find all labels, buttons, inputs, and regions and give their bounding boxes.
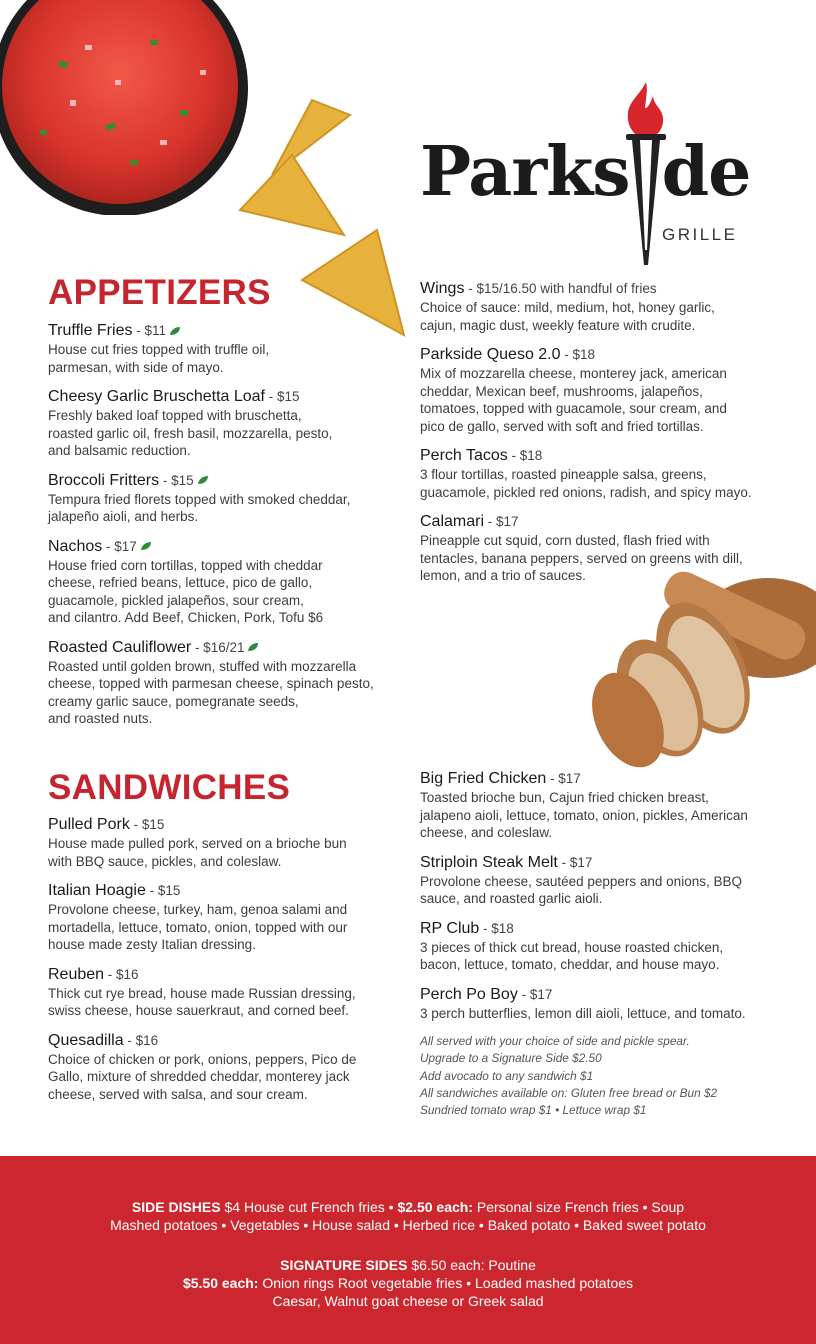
note-line: All sandwiches available on: Gluten free bread or Bun $2 bbox=[420, 1085, 718, 1100]
menu-item-header bbox=[48, 537, 408, 557]
description-line: and roasted nuts. bbox=[48, 711, 153, 726]
menu-item-price: - $17 bbox=[546, 771, 581, 786]
description-line: cheese, and coleslaw. bbox=[420, 825, 553, 840]
menu-item-description bbox=[48, 901, 408, 954]
description-line: House cut fries topped with truffle oil, bbox=[48, 342, 270, 357]
salsa-bowl-image bbox=[0, 0, 260, 215]
menu-item-description bbox=[48, 407, 408, 460]
menu-item-description bbox=[48, 491, 408, 526]
menu-item-description bbox=[48, 658, 408, 728]
description-line: House fried corn tortillas, topped with cheddar bbox=[48, 557, 323, 573]
description-line: 3 flour tortillas, roasted pineapple salsa, greens, bbox=[420, 467, 707, 482]
description-line: Choice of chicken or pork, onions, peppers, Pico de bbox=[48, 1051, 357, 1067]
menu-item-description bbox=[48, 341, 408, 376]
description-line: guacamole, pickled red onions, radish, and spicy mayo. bbox=[420, 484, 752, 500]
appetizers-heading: APPETIZERS bbox=[48, 273, 271, 312]
menu-item-header bbox=[48, 638, 408, 658]
menu-item-header bbox=[48, 881, 408, 901]
description-line: jalapeño aioli, and herbs. bbox=[48, 509, 199, 524]
description-line: and balsamic reduction. bbox=[48, 443, 191, 458]
menu-item-name: Broccoli Fritters bbox=[48, 471, 160, 489]
menu-item-price: - $17 bbox=[102, 538, 137, 554]
menu-item-name: Italian Hoagie bbox=[48, 882, 146, 899]
menu-item-price: - $18 bbox=[507, 448, 543, 463]
menu-item bbox=[48, 321, 408, 376]
menu-item-header bbox=[48, 965, 408, 985]
menu-item-name: Nachos bbox=[48, 537, 103, 555]
menu-item-name: Truffle Fries bbox=[48, 322, 133, 339]
description-line: creamy garlic sauce, pomegranate seeds, bbox=[48, 693, 299, 709]
menu-item-header bbox=[420, 919, 800, 939]
menu-item-header bbox=[420, 446, 790, 466]
menu-item bbox=[420, 919, 800, 974]
menu-item-description bbox=[48, 1051, 408, 1104]
note-line: All served with your choice of side and pickle spear. bbox=[420, 1034, 690, 1048]
menu-item bbox=[420, 512, 790, 585]
menu-item-header bbox=[48, 1031, 408, 1051]
menu-item-name: Perch Po Boy bbox=[420, 985, 518, 1003]
menu-item-header bbox=[420, 512, 790, 532]
description-line: Freshly baked loaf topped with bruschetta, bbox=[48, 408, 302, 423]
side-dishes-line-1: SIDE DISHES $4 House cut French fries • $2.50 each: Personal size French fries • Soup bbox=[131, 1199, 685, 1215]
description-line: swiss cheese, house sauerkraut, and corned beef. bbox=[48, 1003, 349, 1018]
description-line: cheese, refried beans, lettuce, pico de gallo, bbox=[48, 575, 313, 590]
menu-item-price: - $16 bbox=[104, 966, 139, 982]
menu-item-name: Calamari bbox=[420, 513, 485, 530]
sandwiches-heading: SANDWICHES bbox=[48, 768, 291, 807]
description-line: tentacles, banana peppers, served on greens with dill, bbox=[420, 550, 743, 566]
menu-item-description bbox=[48, 985, 408, 1020]
description-line: 3 pieces of thick cut bread, house roasted chicken, bbox=[420, 939, 724, 955]
menu-item bbox=[48, 471, 408, 526]
description-line: tomatoes, topped with guacamole, sour cream, and bbox=[420, 401, 727, 416]
menu-item-header bbox=[48, 815, 408, 835]
menu-item-header bbox=[420, 853, 800, 873]
description-line: cheddar, Mexican beef, mushrooms, jalapeños, bbox=[420, 383, 703, 399]
note-line: Add avocado to any sandwich $1 bbox=[420, 1068, 594, 1083]
menu-item-price: - $18 bbox=[479, 920, 514, 936]
description-line: guacamole, pickled jalapeños, sour cream, bbox=[48, 592, 304, 608]
menu-item-header bbox=[420, 279, 790, 299]
note-line: Sundried tomato wrap $1 • Lettuce wrap $1 bbox=[420, 1103, 647, 1118]
sides-footer bbox=[0, 1156, 816, 1344]
menu-item-name: Wings bbox=[420, 280, 465, 297]
vegetarian-leaf-icon bbox=[247, 642, 259, 652]
brand-logo: Parks de bbox=[420, 132, 751, 212]
description-line: pico de gallo, served with soft and fried tortillas. bbox=[420, 418, 704, 434]
menu-item-price: - $16/21 bbox=[191, 639, 245, 655]
description-line: lemon, and a trio of sauces. bbox=[420, 568, 586, 583]
description-line: jalapeno aioli, lettuce, tomato, onion, pickles, American bbox=[420, 807, 748, 823]
menu-item bbox=[48, 881, 408, 954]
menu-item-name: Cheesy Garlic Bruschetta Loaf bbox=[48, 388, 265, 405]
menu-item-name: Striploin Steak Melt bbox=[420, 853, 558, 871]
description-line: Provolone cheese, sautéed peppers and onions, BBQ bbox=[420, 873, 742, 889]
description-line: Roasted until golden brown, stuffed with mozzarella bbox=[48, 658, 357, 674]
sandwich-notes bbox=[420, 1033, 717, 1119]
sandwiches-right-column bbox=[420, 769, 800, 1033]
menu-item-name: Quesadilla bbox=[48, 1031, 124, 1049]
menu-item-price: - $15/16.50 with handful of fries bbox=[464, 281, 657, 296]
menu-item-description bbox=[420, 789, 800, 842]
menu-item-name: Roasted Cauliflower bbox=[48, 638, 192, 656]
menu-item bbox=[48, 965, 408, 1020]
menu-item-name: Perch Tacos bbox=[420, 447, 508, 464]
menu-item bbox=[420, 279, 790, 334]
menu-item-name: Pulled Pork bbox=[48, 816, 130, 833]
menu-item bbox=[48, 815, 408, 870]
menu-item-description bbox=[420, 873, 800, 908]
description-line: Choice of sauce: mild, medium, hot, honey garlic, bbox=[420, 300, 715, 315]
description-line: parmesan, with side of mayo. bbox=[48, 359, 224, 375]
menu-item bbox=[420, 853, 800, 908]
menu-item-header bbox=[420, 769, 800, 789]
appetizers-left-column bbox=[48, 321, 408, 739]
description-line: Toasted brioche bun, Cajun fried chicken breast, bbox=[420, 790, 709, 805]
description-line: mortadella, lettuce, tomato, onion, topped with our bbox=[48, 919, 348, 935]
menu-item-description bbox=[48, 557, 408, 627]
menu-item-header bbox=[48, 387, 408, 407]
menu-item-price: - $17 bbox=[557, 854, 593, 870]
description-line: Pineapple cut squid, corn dusted, flash fried with bbox=[420, 533, 710, 548]
menu-item-header bbox=[420, 345, 790, 365]
description-line: cheese, topped with parmesan cheese, spinach pesto, bbox=[48, 676, 374, 691]
signature-sides-line-3: Caesar, Walnut goat cheese or Greek salad bbox=[272, 1293, 544, 1309]
menu-item-name: Reuben bbox=[48, 965, 105, 983]
appetizers-right-column bbox=[420, 279, 790, 596]
menu-item-price: - $18 bbox=[560, 347, 596, 362]
menu-item-price: - $16 bbox=[123, 1032, 159, 1048]
menu-item-price: - $17 bbox=[517, 986, 553, 1002]
menu-item bbox=[48, 387, 408, 460]
description-line: Gallo, mixture of shredded cheddar, monterey jack bbox=[48, 1069, 350, 1084]
note-line: Upgrade to a Signature Side $2.50 bbox=[420, 1051, 602, 1066]
description-line: Thick cut rye bread, house made Russian dressing, bbox=[48, 985, 356, 1001]
description-line: roasted garlic oil, fresh basil, mozzarella, pesto, bbox=[48, 425, 333, 441]
menu-item-header bbox=[48, 321, 408, 341]
menu-item-price: - $11 bbox=[132, 323, 166, 338]
signature-sides-line-1: SIGNATURE SIDES $6.50 each: Poutine bbox=[280, 1257, 536, 1273]
menu-item-header bbox=[48, 471, 408, 491]
menu-item-price: - $15 bbox=[159, 472, 194, 488]
brand-subtitle: GRILLE bbox=[662, 225, 738, 244]
menu-item-description bbox=[420, 466, 790, 501]
description-line: sauce, and roasted garlic aioli. bbox=[420, 891, 603, 906]
menu-item-price: - $15 bbox=[265, 389, 300, 404]
side-dishes-line-2: Mashed potatoes • Vegetables • House salad • Herbed rice • Baked potato • Baked sweet potato bbox=[110, 1217, 706, 1233]
menu-item bbox=[420, 769, 800, 842]
signature-sides-line-2: $5.50 each: Onion rings Root vegetable fries • Loaded mashed potatoes bbox=[182, 1275, 634, 1291]
description-line: with BBQ sauce, pickles, and coleslaw. bbox=[48, 853, 282, 869]
menu-item bbox=[48, 537, 408, 627]
menu-item-description bbox=[420, 299, 790, 334]
menu-item-header bbox=[420, 985, 800, 1005]
menu-item-description bbox=[420, 532, 790, 585]
vegetarian-leaf-icon bbox=[140, 541, 152, 551]
description-line: cajun, magic dust, weekly feature with crudite. bbox=[420, 317, 696, 333]
menu-item-name: Big Fried Chicken bbox=[420, 770, 547, 787]
description-line: cheese, served with salsa, and sour cream. bbox=[48, 1086, 308, 1102]
description-line: and cilantro. Add Beef, Chicken, Pork, Tofu $6 bbox=[48, 610, 324, 625]
description-line: House made pulled pork, served on a brioche bun bbox=[48, 836, 347, 851]
menu-item bbox=[420, 345, 790, 435]
menu-item bbox=[420, 985, 800, 1023]
description-line: bacon, lettuce, tomato, cheddar, and house mayo. bbox=[420, 957, 720, 972]
menu-item-description bbox=[48, 835, 408, 870]
menu-item-price: - $17 bbox=[484, 514, 519, 529]
menu-item-description bbox=[420, 939, 800, 974]
menu-item-name: Parkside Queso 2.0 bbox=[420, 346, 561, 363]
menu-item-description bbox=[420, 1005, 800, 1023]
description-line: house made zesty Italian dressing. bbox=[48, 937, 256, 952]
menu-item-price: - $15 bbox=[129, 817, 165, 832]
menu-item bbox=[48, 1031, 408, 1104]
description-line: 3 perch butterflies, lemon dill aioli, lettuce, and tomato. bbox=[420, 1005, 746, 1021]
menu-item-name: RP Club bbox=[420, 919, 480, 937]
vegetarian-leaf-icon bbox=[169, 326, 181, 336]
menu-item-description bbox=[420, 365, 790, 435]
vegetarian-leaf-icon bbox=[197, 475, 209, 485]
menu-item-price: - $15 bbox=[145, 883, 181, 898]
description-line: Mix of mozzarella cheese, monterey jack, american bbox=[420, 366, 727, 381]
sandwiches-left-column bbox=[48, 815, 408, 1114]
menu-item bbox=[420, 446, 790, 501]
description-line: Provolone cheese, turkey, ham, genoa salami and bbox=[48, 902, 348, 917]
menu-item bbox=[48, 638, 408, 728]
description-line: Tempura fried florets topped with smoked cheddar, bbox=[48, 491, 351, 507]
